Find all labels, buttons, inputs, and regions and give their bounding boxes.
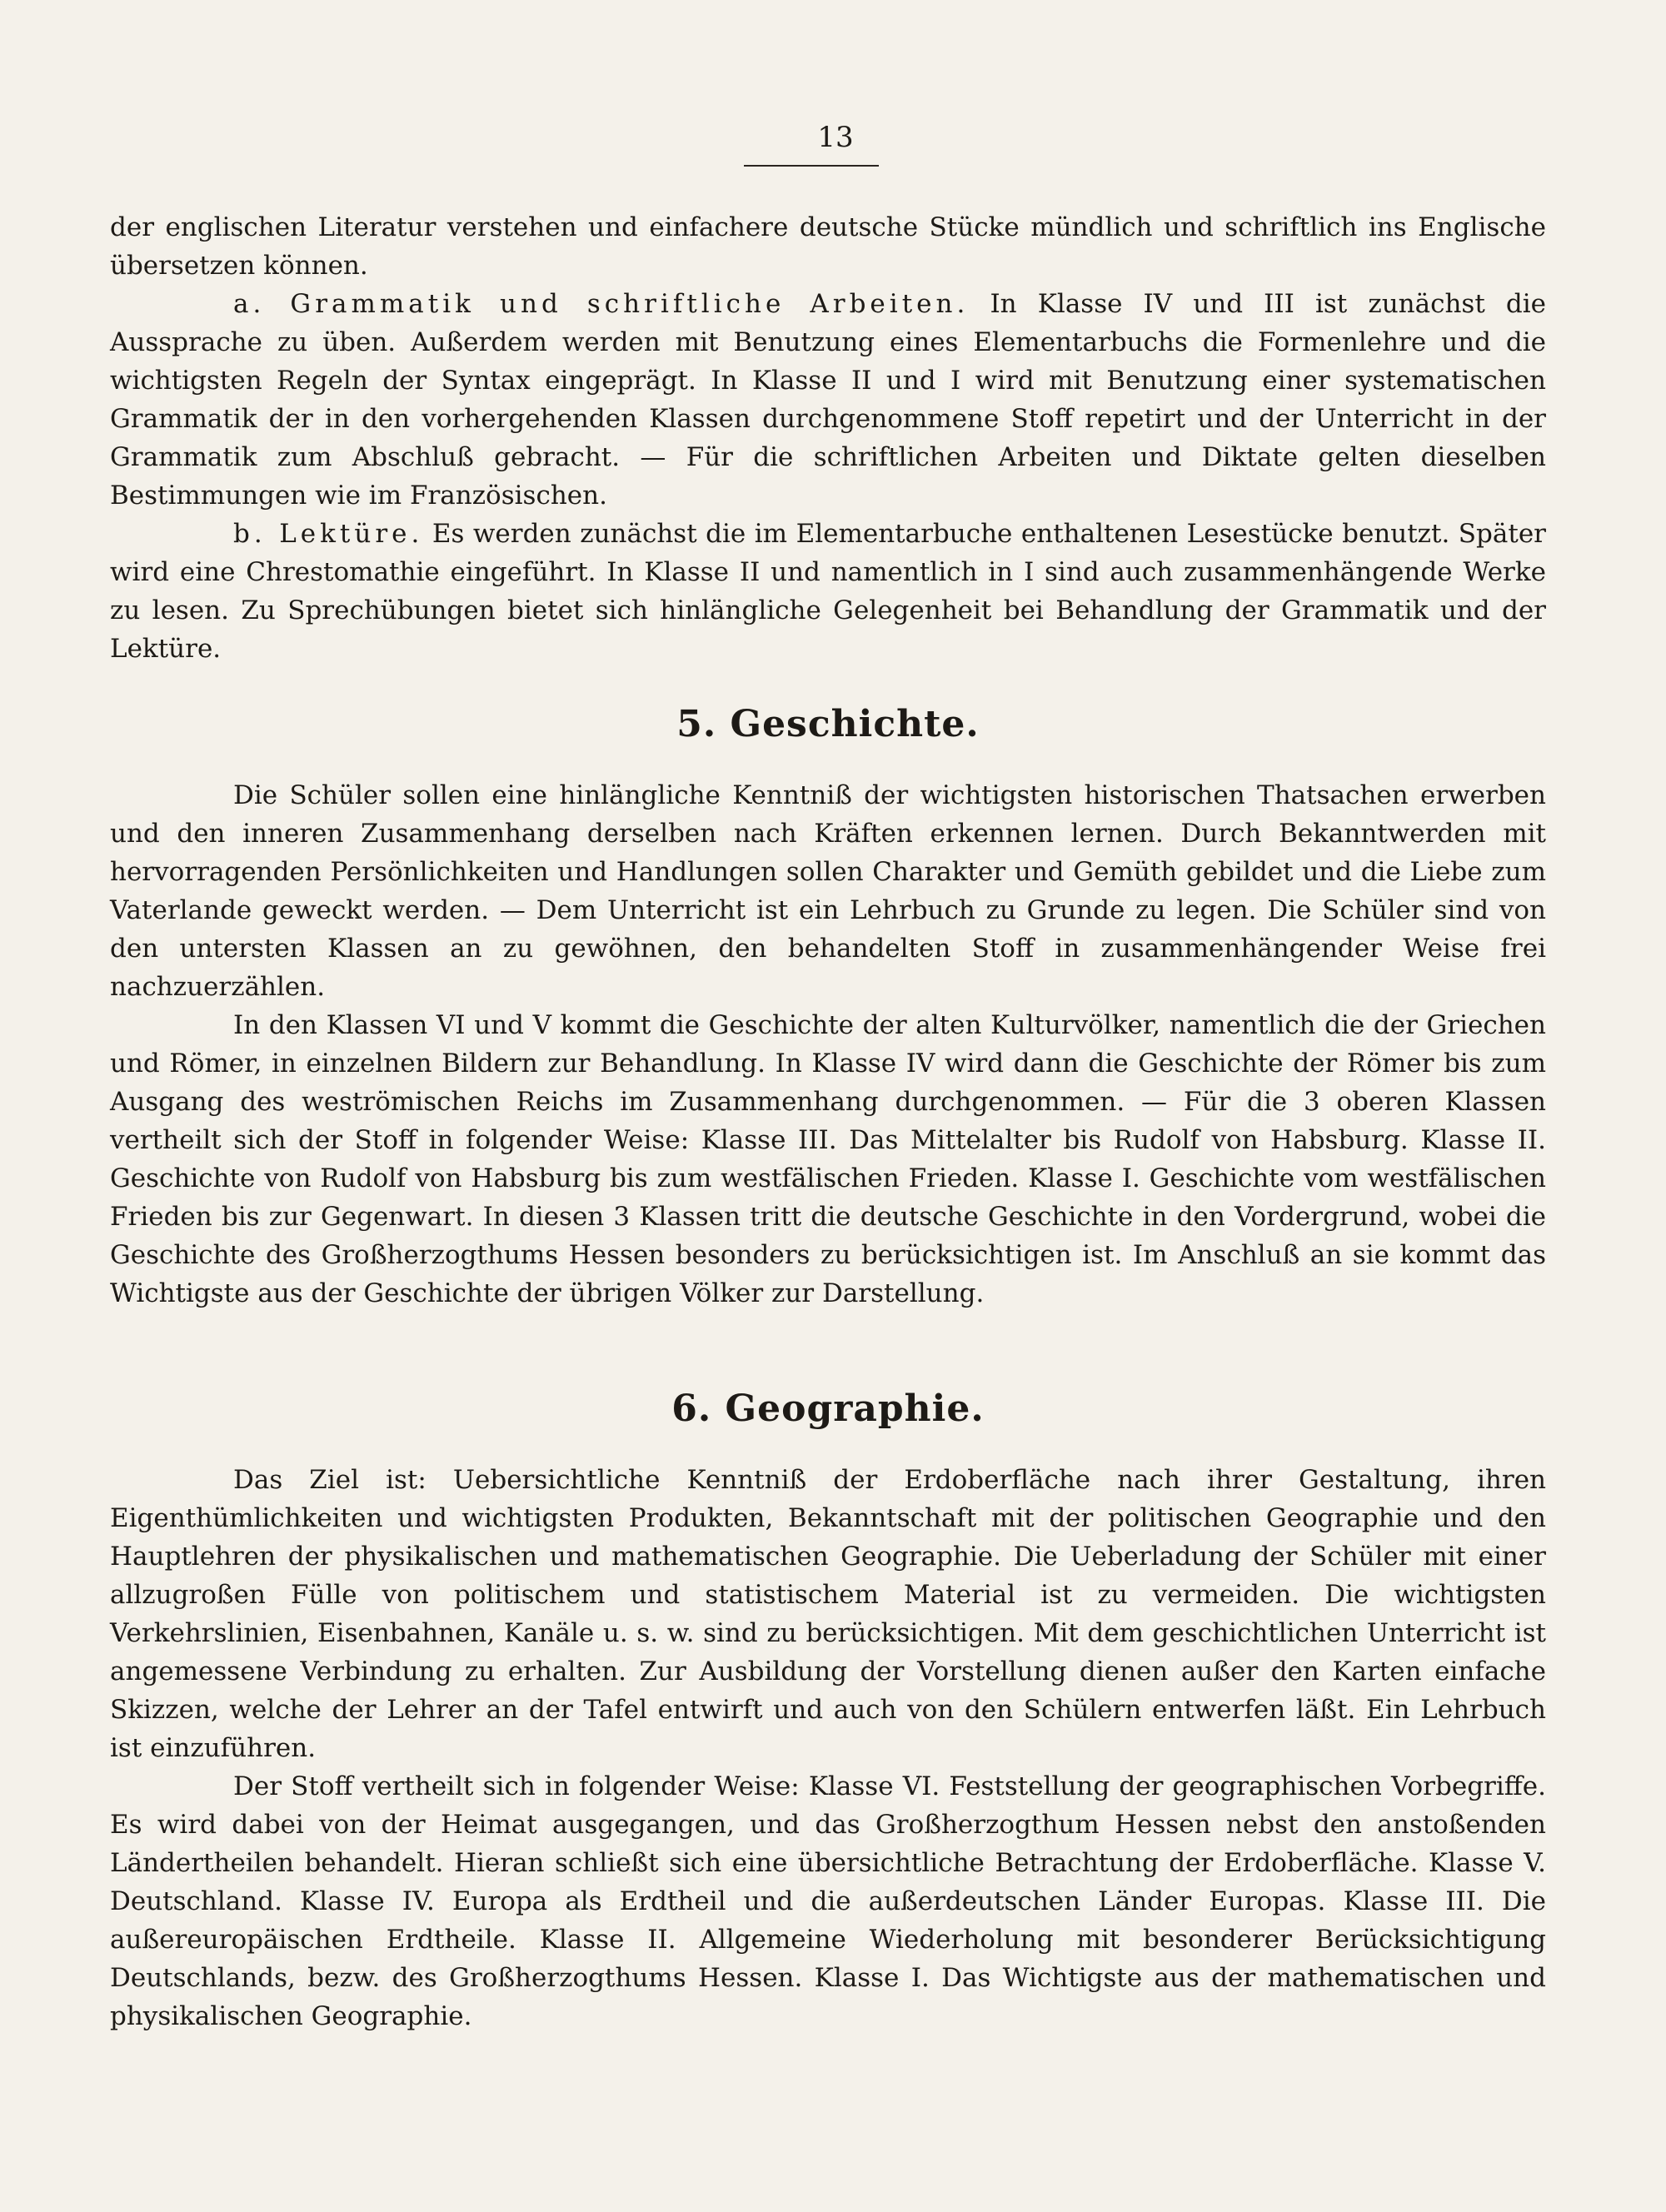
- paragraph-geography-curriculum: Der Stoff vertheilt sich in folgender Weise: Klasse VI. Feststellung der geographischen Vorbegriffe. Es wird dabei von der Heimat ausgegangen, und das Großherzogthum Hessen nebst den anstoßenden Ländertheilen behandelt. Hieran schließt sich eine übersichtliche Betrachtung der Erdoberfläche. Klasse V. Deutschland. Klasse IV. Europa als Erdtheil und die außerdeutschen Länder Europas. Klasse III. Die außereuropäischen Erdtheile. Klasse II. Allgemeine Wiederholung mit besonderer Berücksichtigung Deutschlands, bezw. des Großherzogthums Hessen. Klasse I. Das Wichtigste aus der mathematischen und physikalischen Geographie.: [110, 1771, 1546, 2031]
- page-number-rule: [744, 165, 879, 167]
- reading-lead: b. Lektüre.: [233, 519, 424, 549]
- paragraph-english-intro: der englischen Literatur verstehen und einfachere deutsche Stücke mündlich und schriftlich ins Englische übersetzen können.: [110, 212, 1546, 281]
- paragraph-geography-goals: Das Ziel ist: Uebersichtliche Kenntniß der Erdoberfläche nach ihrer Gestaltung, ihren Eigenthümlichkeiten und wichtigsten Produkten, Bekanntschaft mit der politischen Geographie und den Hauptlehren der physikalischen und mathematischen Geographie. Die Ueberladung der Schüler mit einer allzugroßen Fülle von politischem und statistischem Material ist zu vermeiden. Die wichtigsten Verkehrslinien, Eisenbahnen, Kanäle u. s. w. sind zu berücksichtigen. Mit dem geschichtlichen Unterricht ist angemessene Verbindung zu erhalten. Zur Ausbildung der Vorstellung dienen außer den Karten einfache Skizzen, welche der Lehrer an der Tafel entwirft und auch von den Schülern entwerfen läßt. Ein Lehrbuch ist einzuführen.: [110, 1465, 1546, 1763]
- section-heading-geography: 6. Geographie.: [671, 1387, 985, 1430]
- section-heading-history: 5. Geschichte.: [676, 703, 980, 745]
- english-section-continuation: [110, 208, 1546, 668]
- page-number: 13: [817, 121, 854, 154]
- paragraph-history-curriculum: In den Klassen VI und V kommt die Geschichte der alten Kulturvölker, namentlich die der Griechen und Römer, in einzelnen Bildern zur Behandlung. In Klasse IV wird dann die Geschichte der Römer bis zum Ausgang des weströmischen Reichs im Zusammenhang durchgenommen. — Für die 3 oberen Klassen vertheilt sich der Stoff in folgender Weise: Klasse III. Das Mittelalter bis Rudolf von Habsburg. Klasse II. Geschichte von Rudolf von Habsburg bis zum westfälischen Frieden. Klasse I. Geschichte vom westfälischen Frieden bis zur Gegenwart. In diesen 3 Klassen tritt die deutsche Geschichte in den Vordergrund, wobei die Geschichte des Großherzogthums Hessen besonders zu berücksichtigen ist. Im Anschluß an sie kommt das Wichtigste aus der Geschichte der übrigen Völker zur Darstellung.: [110, 1010, 1546, 1308]
- history-section: [110, 776, 1546, 1313]
- reading-text: Es werden zunächst die im Elementarbuche enthaltenen Lesestücke benutzt. Später wird eine Chrestomathie eingeführt. In Klasse II und namentlich in I sind auch zusammenhängende Werke zu lesen. Zu Sprechübungen bietet sich hinlängliche Gelegenheit bei Behandlung der Grammatik und der Lektüre.: [110, 519, 1546, 664]
- paragraph-history-goals: Die Schüler sollen eine hinlängliche Kenntniß der wichtigsten historischen Thatsachen erwerben und den inneren Zusammenhang derselben nach Kräften erkennen lernen. Durch Bekanntwerden mit hervorragenden Persönlichkeiten und Handlungen sollen Charakter und Gemüth gebildet und die Liebe zum Vaterlande geweckt werden. — Dem Unterricht ist ein Lehrbuch zu Grunde zu legen. Die Schüler sind von den untersten Klassen an zu gewöhnen, den behandelten Stoff in zusammenhängender Weise frei nachzuerzählen.: [110, 780, 1546, 1002]
- geography-section: [110, 1461, 1546, 2035]
- paragraph-grammar: [110, 285, 1546, 515]
- paragraph-reading: [110, 515, 1546, 668]
- grammar-lead: a. Grammatik und schriftliche Arbeiten.: [233, 289, 970, 319]
- grammar-text: In Klasse IV und III ist zunächst die Aussprache zu üben. Außerdem werden mit Benutzung eines Elementarbuchs die Formenlehre und die wichtigsten Regeln der Syntax eingeprägt. In Klasse II und I wird mit Benutzung einer systematischen Grammatik der in den vorhergehenden Klassen durchgenommene Stoff repetirt und der Unterricht in der Grammatik zum Abschluß gebracht. — Für die schriftlichen Arbeiten und Diktate gelten dieselben Bestimmungen wie im Französischen.: [110, 289, 1546, 511]
